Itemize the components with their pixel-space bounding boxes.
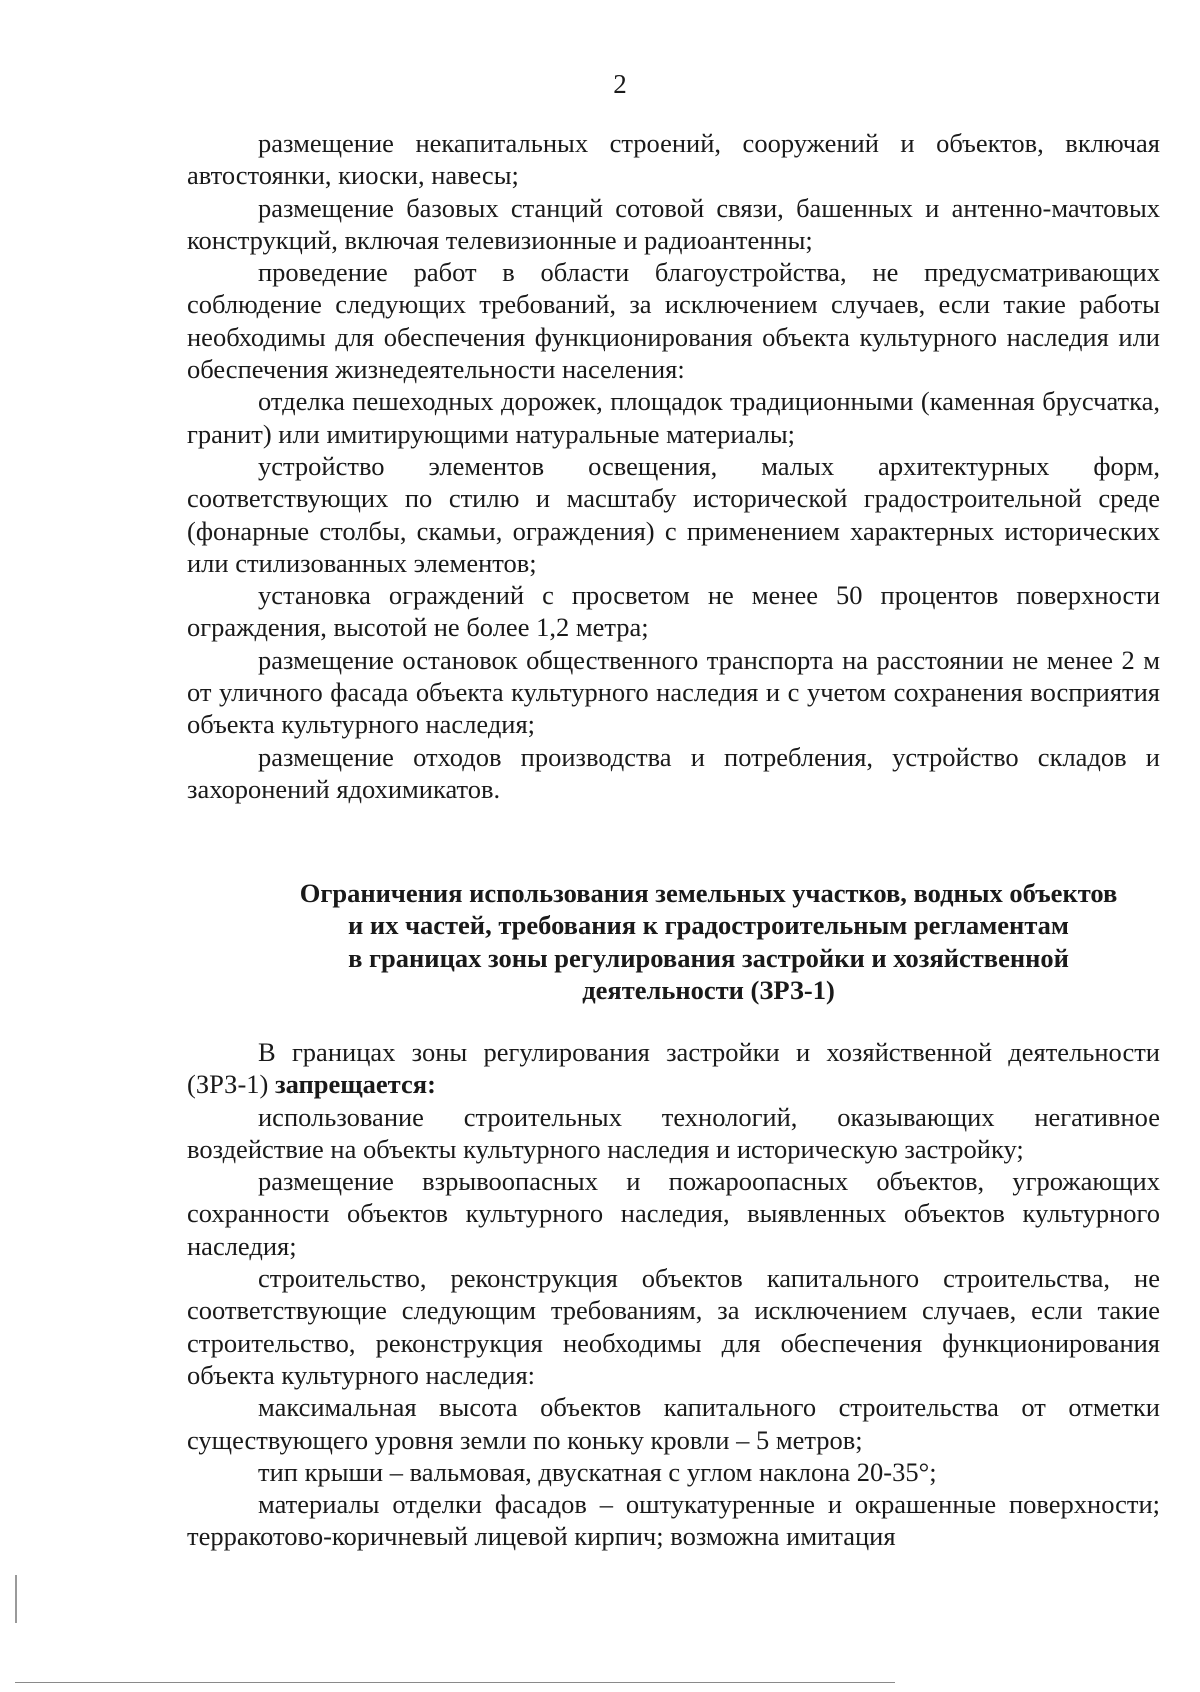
intro-paragraph: [187, 1036, 1160, 1101]
paragraph: тип крыши – вальмовая, двускатная с углом наклона 20-35°;: [258, 1456, 937, 1487]
paragraph: размещение базовых станций сотовой связи, башенных и антенно-мачтовых конструкций, включая телевизионные и радиоантенны;: [187, 192, 1160, 255]
paragraph: отделка пешеходных дорожек, площадок традиционными (каменная брусчатка, гранит) или имитирующими натуральные материалы;: [187, 386, 1160, 449]
bottom-text-block: [187, 1036, 1160, 1553]
paragraph: строительство, реконструкция объектов капитального строительства, не соответствующие следующим требованиям, за исключением случаев, если такие строительство, реконструкция необходимы для обеспечения функционирования объекта культурного наследия:: [187, 1263, 1160, 1390]
paragraph: размещение отходов производства и потребления, устройство складов и захоронений ядохимикатов.: [187, 741, 1160, 804]
heading-line: деятельности (ЗРЗ-1): [582, 974, 835, 1005]
heading-line: и их частей, требования к градостроительным регламентам: [348, 910, 1069, 941]
paragraph: материалы отделки фасадов – оштукатуренные и окрашенные поверхности; терракотово-коричневый лицевой кирпич; возможна имитация: [187, 1489, 1160, 1552]
paragraph: размещение остановок общественного транспорта на расстоянии не менее 2 м от уличного фасада объекта культурного наследия и с учетом сохранения восприятия объекта культурного наследия;: [187, 644, 1160, 740]
paragraph: максимальная высота объектов капитального строительства от отметки существующего уровня земли по коньку кровли – 5 метров;: [187, 1392, 1160, 1455]
paragraph: установка ограждений с просветом не менее 50 процентов поверхности ограждения, высотой не более 1,2 метра;: [187, 580, 1160, 643]
paragraph: устройство элементов освещения, малых архитектурных форм, соответствующих по стилю и масштабу исторической градостроительной среде (фонарные столбы, скамьи, ограждения) с применением характерных исторических или стилизованных элементов;: [187, 450, 1160, 578]
section-heading: [187, 877, 1160, 1006]
intro-bold-text: запрещается:: [274, 1069, 436, 1100]
top-text-block: [187, 127, 1160, 805]
page-number: 2: [613, 69, 627, 99]
heading-line: в границах зоны регулирования застройки и хозяйственной: [348, 942, 1069, 973]
paragraph: использование строительных технологий, оказывающих негативное воздействие на объекты культурного наследия и историческую застройку;: [187, 1101, 1160, 1164]
scan-bottom-rule: [15, 1682, 895, 1683]
paragraph: размещение некапитальных строений, сооружений и объектов, включая автостоянки, киоски, навесы;: [187, 128, 1160, 191]
intro-text: В границах зоны регулирования застройки и хозяйственной деятельности (ЗРЗ-1): [187, 1037, 1160, 1100]
paragraph: проведение работ в области благоустройства, не предусматривающих соблюдение следующих требований, за исключением случаев, если такие работы необходимы для обеспечения функционирования объекта культурного наследия или обеспечения жизнедеятельности населения:: [187, 257, 1160, 385]
scan-margin-mark: [15, 1575, 17, 1623]
heading-line: Ограничения использования земельных участков, водных объектов: [299, 878, 1118, 908]
paragraph: размещение взрывоопасных и пожароопасных объектов, угрожающих сохранности объектов культурного наследия, выявленных объектов культурного наследия;: [187, 1166, 1160, 1261]
